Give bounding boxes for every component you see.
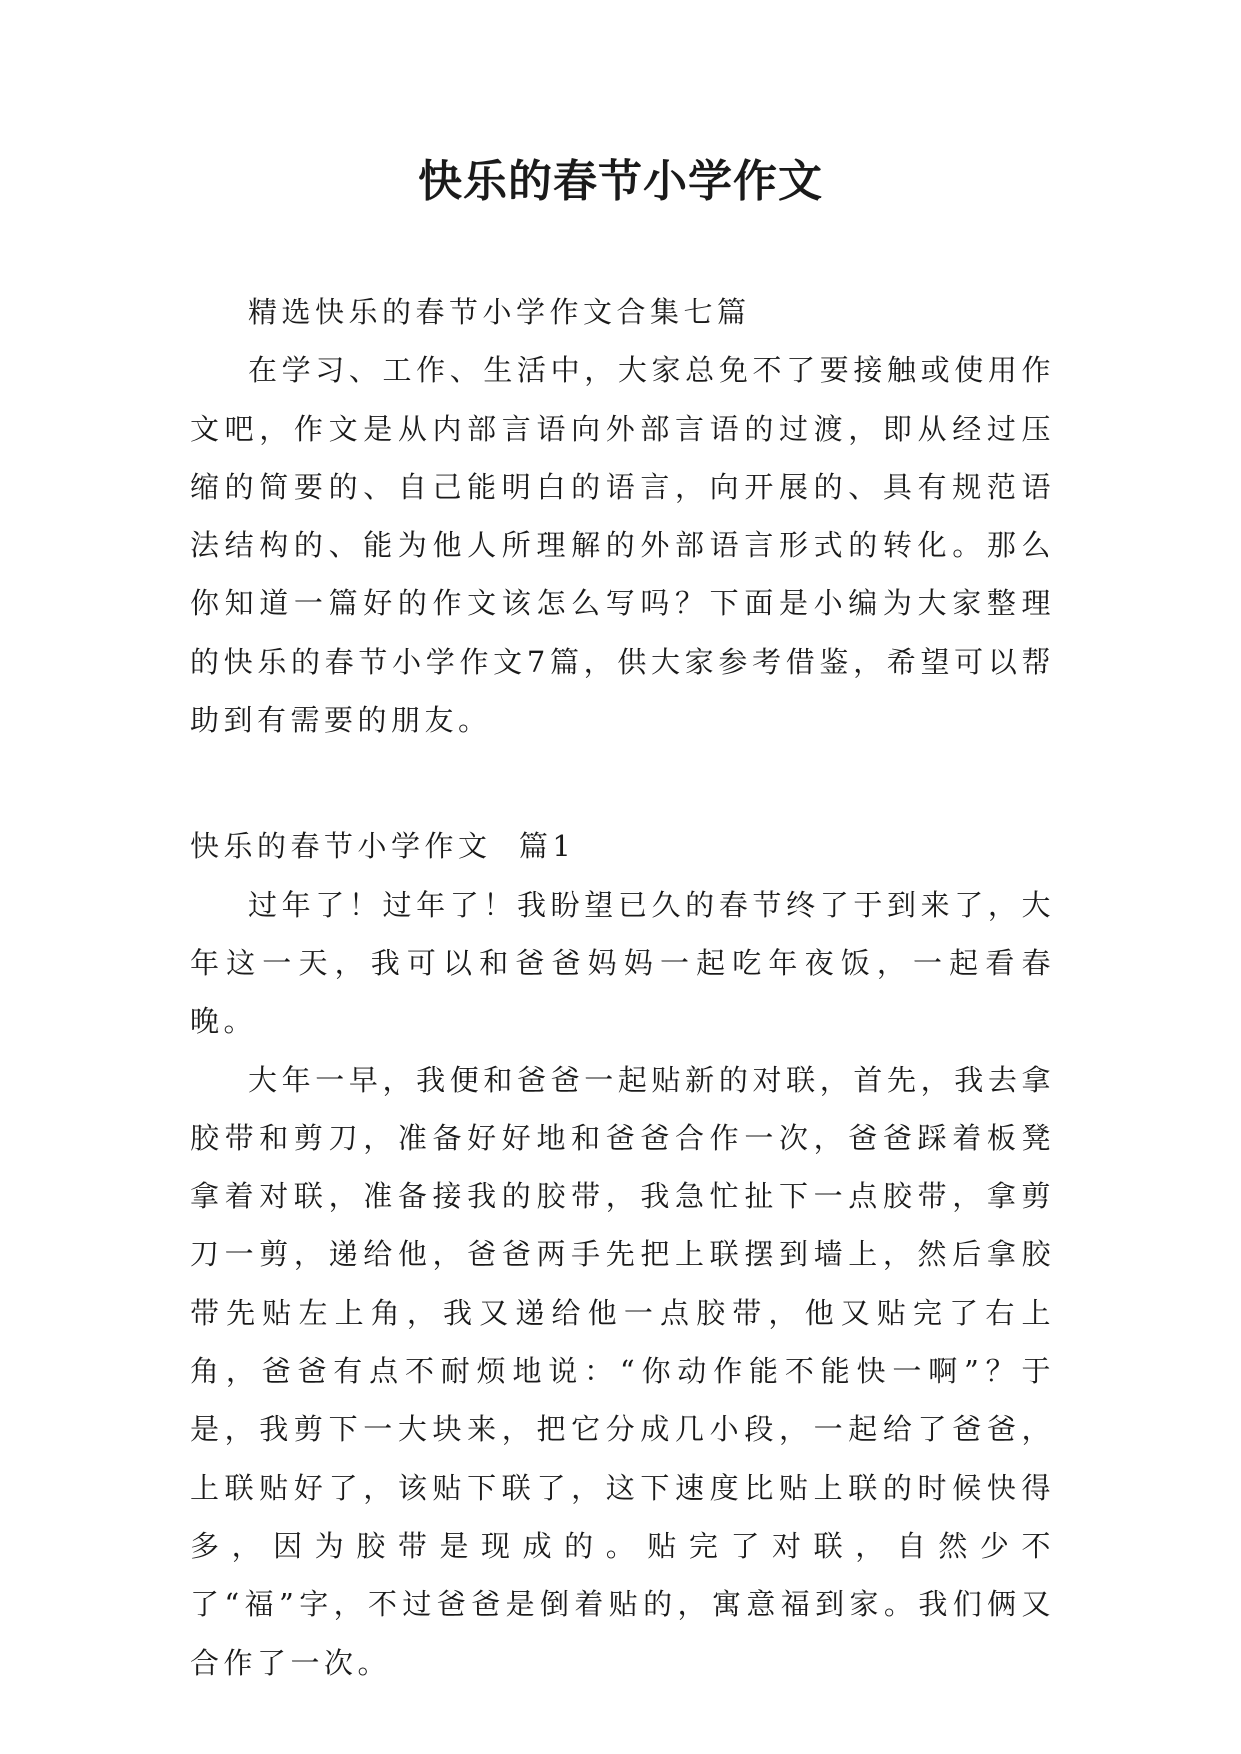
intro-paragraph: 在学习、工作、生活中，大家总免不了要接触或使用作文吧，作文是从内部言语向外部言语的过渡，即从经过压缩的简要的、自己能明白的语言，向开展的、具有规范语法结构的、能为他人所理解的外部语言形式的转化。那么你知道一篇好的作文该怎么写吗？下面是小编为大家整理的快乐的春节小学作文7篇，供大家参考借鉴，希望可以帮助到有需要的朋友。: [190, 353, 1055, 738]
body-paragraph: 过年了！过年了！我盼望已久的春节终了于到来了，大年这一天，我可以和爸爸妈妈一起吃年夜饭，一起看春晚。: [190, 887, 1055, 1039]
document-body: [190, 283, 1055, 1692]
section-heading: 快乐的春节小学作文 篇1: [190, 829, 576, 864]
collection-subtitle: 精选快乐的春节小学作文合集七篇: [248, 295, 751, 329]
body-paragraph: 大年一早，我便和爸爸一起贴新的对联，首先，我去拿胶带和剪刀，准备好好地和爸爸合作一次，爸爸踩着板凳拿着对联，准备接我的胶带，我急忙扯下一点胶带，拿剪刀一剪，递给他，爸爸两手先把上联摆到墙上，然后拿胶带先贴左上角，我又递给他一点胶带，他又贴完了右上角，爸爸有点不耐烦地说：“你动作能不能快一啊”？于是，我剪下一大块来，把它分成几小段，一起给了爸爸，上联贴好了，该贴下联了，这下速度比贴上联的时候快得多，因为胶带是现成的。贴完了对联，自然少不了“福”字，不过爸爸是倒着贴的，寓意福到家。我们俩又合作了一次。: [190, 1062, 1055, 1680]
section-spacer: [190, 749, 1055, 817]
page-title: 快乐的春节小学作文: [418, 156, 823, 207]
